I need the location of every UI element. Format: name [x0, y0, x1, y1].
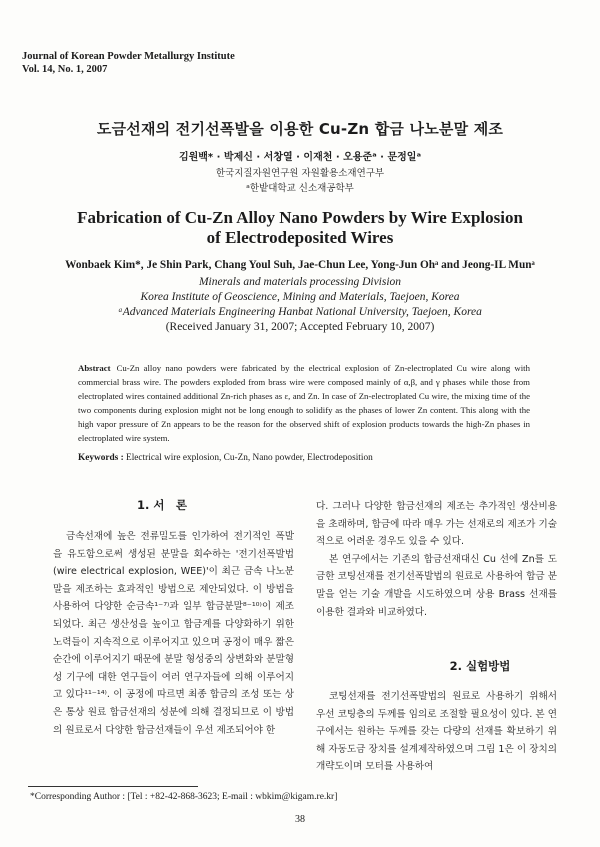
- section-2-heading: 2. 실험방법: [449, 659, 511, 673]
- intro-aim-paragraph: 본 연구에서는 기존의 합금선재대신 Cu 선에 Zn를 도금한 코팅선재를 전기선폭발법의 원료로 사용하여 합금 분말을 얻는 기술 개발을 시도하였으며 상용 Brass 선재를 이용한 결과와 비교하였다.: [316, 553, 557, 618]
- page-number: 38: [295, 814, 305, 825]
- keywords-label: Keywords :: [78, 453, 124, 463]
- keywords-text: Electrical wire explosion, Cu-Zn, Nano powder, Electrodeposition: [126, 453, 373, 463]
- section-1-body: [53, 528, 294, 739]
- korean-affiliation-1: 한국지질자원연구원 자원활용소재연구부: [215, 168, 385, 179]
- section-2-body: [316, 688, 557, 776]
- abstract: [78, 361, 530, 445]
- korean-affiliation-2: ᵃ한밭대학교 신소재공학부: [246, 183, 354, 194]
- english-affiliation-1: Minerals and materials processing Division: [198, 276, 402, 288]
- journal-name: Journal of Korean Powder Metallurgy Institute: [22, 51, 235, 62]
- korean-authors: 김원백* · 박제신 · 서창열 · 이재천 · 오용준ᵃ · 문정일ᵃ: [178, 152, 422, 163]
- journal-volume: Vol. 14, No. 1, 2007: [22, 64, 108, 75]
- abstract-text: Cu-Zn alloy nano powders were fabricated by the electrical explosion of Zn-electroplated Cu wire along with commercial brass wire. The powders exploded from brass wire were composed mainly of α,β, and γ phases while those from electroplated wires contained additional Zn-rich phases as ε, and Zn. In case of Zn-electroplated Cu wire, the mixing time of the two components during explosion might not be long enough to solidify as the phases of lower Zn content. This along with the high vapor pressure of Zn appears to be the reason for the observed shift of explosion products towards the high-Zn phases in electroplated wire system.: [78, 363, 530, 443]
- english-title-line-1: Fabrication of Cu-Zn Alloy Nano Powders by Wire Explosion: [77, 208, 523, 227]
- english-affiliation-2: Korea Institute of Geoscience, Mining and Materials, Taejoen, Korea: [140, 291, 460, 303]
- english-authors: Wonbaek Kim*, Je Shin Park, Chang Youl Suh, Jae-Chun Lee, Yong-Jun Ohᵃ and Jeong-IL Munᵃ: [65, 259, 535, 271]
- corresponding-author-footnote: *Corresponding Author : [Tel : +82-42-868-3623; E-mail : wbkim@kigam.re.kr]: [30, 792, 338, 802]
- intro-continued-paragraph: 다. 그러나 다양한 합금선재의 제조는 추가적인 생산비용을 초래하며, 합금에 따라 매우 가는 선재로의 제조가 기술적으로 어려운 경우도 있을 수 있다.: [316, 501, 557, 548]
- section-1-heading: 1. 서 론: [136, 498, 188, 512]
- english-title-line-2: of Electrodeposited Wires: [206, 228, 394, 247]
- english-affiliation-3: ᵃAdvanced Materials Engineering Hanbat National University, Taejoen, Korea: [118, 306, 482, 318]
- abstract-label: Abstract: [78, 363, 111, 373]
- footnote-divider: [28, 786, 198, 787]
- english-title: [0, 208, 600, 248]
- keywords: [78, 453, 538, 463]
- section-2-paragraph: 코팅선재를 전기선폭발법의 원료로 사용하기 위해서 우선 코팅층의 두께를 임의로 조절할 필요성이 있다. 본 연구에서는 원하는 두께를 갖는 다량의 선재를 확보하기 위해 자동도금 장치를 설계제작하였으며 그림 1은 이 장치의 개략도이며 모터를 사용하여: [316, 691, 557, 773]
- korean-title: 도금선재의 전기선폭발을 이용한 Cu-Zn 합금 나노분말 제조: [96, 120, 504, 138]
- journal-header: [22, 50, 235, 76]
- section-1-paragraph: 금속선재에 높은 전류밀도를 인가하여 전기적인 폭발을 유도함으로써 생성된 분말을 회수하는 '전기선폭발법(wire electrical explosion, WEE)'이 최근 금속 나노분말을 제조하는 효과적인 방법으로 제안되었다. 이 방법을 사용하여 다양한 순금속¹⁻⁷⁾과 일부 합금분말⁸⁻¹⁰⁾이 제조되었다. 최근 생산성을 높이고 합금계를 다양화하기 위한 노력들이 지속적으로 이루어지고 있으며 공정이 매우 짧은 순간에 이루어지기 때문에 분말 형성중의 상변화와 분말형성 기구에 대한 연구들이 여러 연구자들에 의해 이루어지고 있다¹¹⁻¹⁴⁾. 이 공정에 따르면 최종 합금의 조성 또는 상은 통상 원료 합금선재의 성분에 의해 결정되므로 이 방법의 원료로서 다양한 합금선재들이 우선 제조되어야 한: [53, 531, 294, 736]
- received-dates: (Received January 31, 2007; Accepted February 10, 2007): [165, 321, 435, 333]
- right-column-intro: [316, 498, 557, 621]
